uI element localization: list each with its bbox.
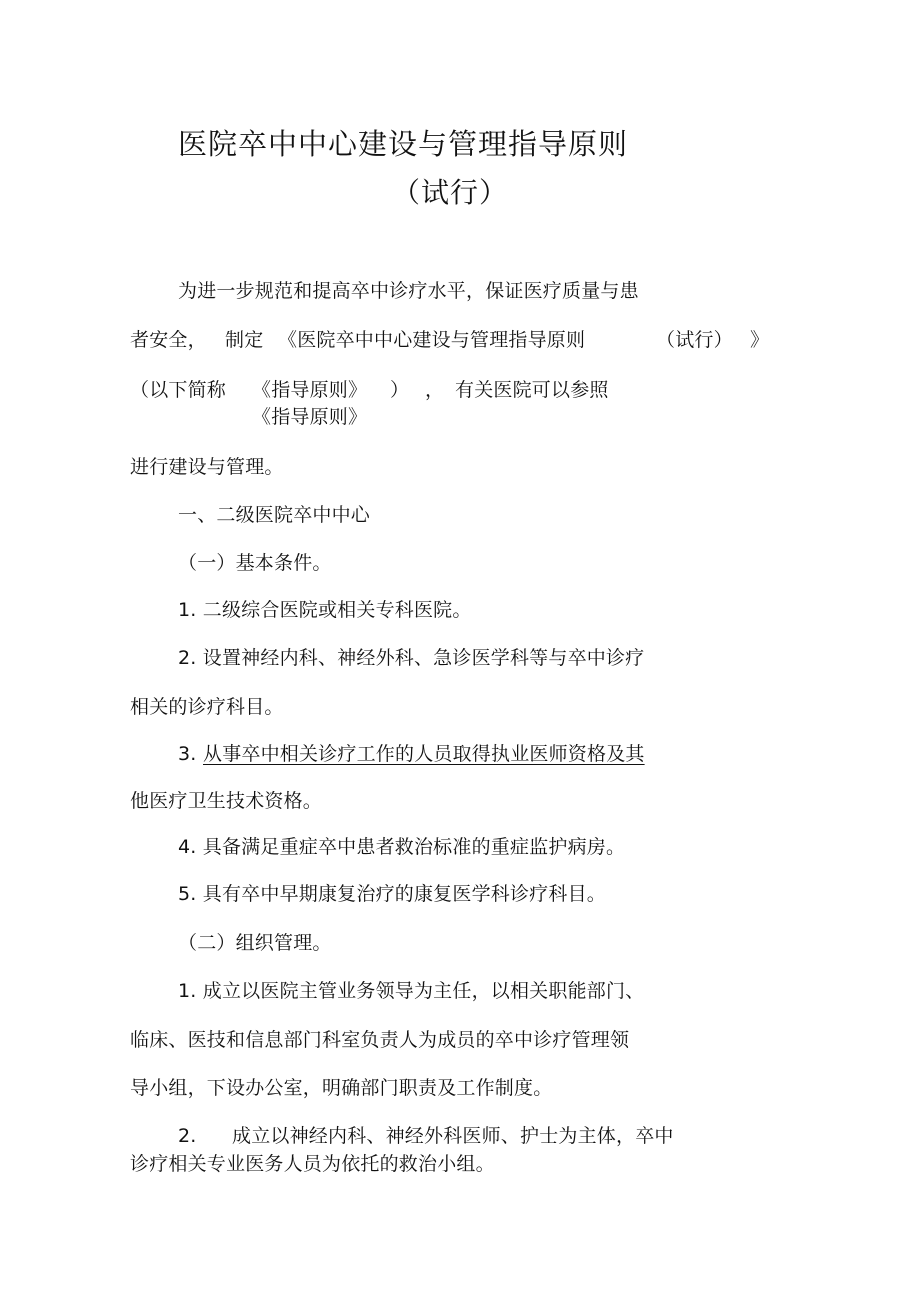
intro-line-3c: ） xyxy=(390,379,410,401)
sub2-item-2-line-2: 诊疗相关专业医务人员为依托的救治小组。 xyxy=(130,1153,495,1175)
sub1-item-3-prefix: 3. xyxy=(178,743,197,765)
sub2-item-1-line-3: 导小组，下设办公室，明确部门职责及工作制度。 xyxy=(130,1077,553,1099)
intro-line-2d: （试行） xyxy=(656,329,733,351)
intro-line-2b: 制定 xyxy=(225,329,264,351)
sub2-item-1-line-1: 1. 成立以医院主管业务领导为主任，以相关职能部门、 xyxy=(178,980,645,1002)
sub2-item-2-line-1: 成立以神经内科、神经外科医师、护士为主体，卒中 xyxy=(232,1125,674,1147)
intro-line-4: 进行建设与管理。 xyxy=(130,456,284,478)
sub1-item-2-line-1: 2. 设置神经内科、神经外科、急诊医学科等与卒中诊疗 xyxy=(178,647,645,669)
sub1-item-5: 5. 具有卒中早期康复治疗的康复医学科诊疗科目。 xyxy=(178,883,606,905)
sub1-item-3-line-2: 他医疗卫生技术资格。 xyxy=(130,790,323,812)
intro-line-2a: 者安全， xyxy=(130,329,207,351)
sub1-item-2-line-2: 相关的诊疗科目。 xyxy=(130,696,284,718)
document-title: 医院卒中中心建设与管理指导原则 xyxy=(178,127,629,161)
intro-line-3e: 有关医院可以参照 xyxy=(455,379,609,401)
intro-line-2e: 》 xyxy=(750,329,770,351)
intro-line-3d: ， xyxy=(425,379,445,401)
sub1-heading: （一）基本条件。 xyxy=(178,552,332,574)
sub2-item-2-number: 2. xyxy=(178,1125,197,1147)
section1-heading: 一、二级医院卒中中心 xyxy=(178,504,371,526)
sub2-item-1-line-2: 临床、医技和信息部门科室负责人为成员的卒中诊疗管理领 xyxy=(130,1029,630,1051)
sub1-item-1: 1. 二级综合医院或相关专科医院。 xyxy=(178,599,472,621)
document-subtitle: （试行） xyxy=(392,176,509,209)
intro-line-3b: 《指导原则》 xyxy=(252,379,368,401)
intro-line-3a: （以下简称 xyxy=(130,379,227,401)
intro-line-1: 为进一步规范和提高卒中诊疗水平，保证医疗质量与患 xyxy=(178,280,639,302)
sub1-item-4: 4. 具备满足重症卒中患者救治标准的重症监护病房。 xyxy=(178,836,626,858)
sub1-item-3-line-1: 从事卒中相关诊疗工作的人员取得执业医师资格及其 xyxy=(203,743,645,765)
sub2-heading: （二）组织管理。 xyxy=(178,932,332,954)
intro-line-2c: 《医院卒中中心建设与管理指导原则 xyxy=(278,329,586,351)
intro-line-3f: 《指导原则》 xyxy=(252,406,368,428)
